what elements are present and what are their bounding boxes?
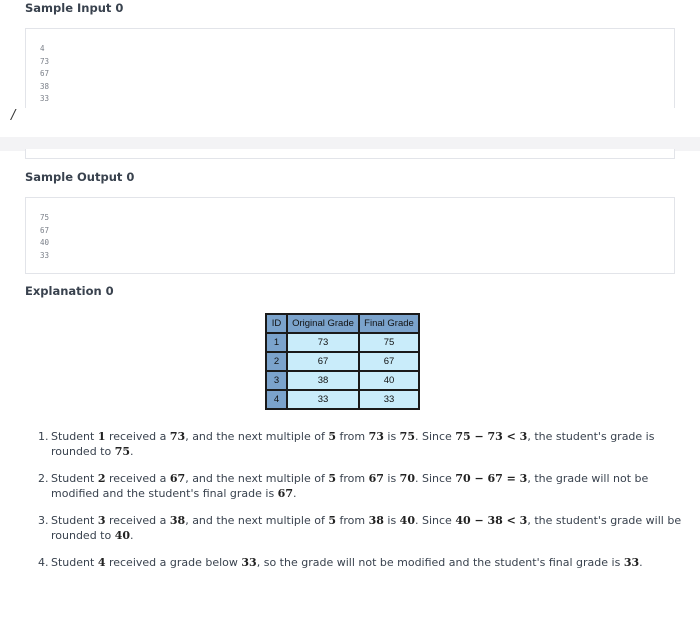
explanation-text: Student — [51, 514, 98, 527]
math-value: 75 — [114, 444, 131, 458]
math-value: 75 − 73 < 3 — [455, 430, 528, 443]
sample-input-code-box — [25, 28, 675, 108]
math-value: 38 — [368, 514, 384, 527]
sample-input-title: Sample Input 0 — [25, 1, 124, 15]
header-original-grade: Original Grade — [287, 314, 359, 333]
table-row — [266, 333, 419, 352]
explanation-text: Student — [51, 430, 98, 443]
explanation-item-number: 2. — [38, 472, 49, 485]
explanation-text: , and the next multiple of — [185, 430, 329, 443]
explanation-text: . — [292, 486, 297, 500]
cell-original-grade: 33 — [287, 390, 359, 409]
code-line: 75 — [40, 213, 50, 222]
math-value: 67 — [368, 472, 384, 485]
code-line: 73 — [40, 56, 50, 66]
math-value: 4 — [97, 556, 106, 569]
explanation-text: , the student's grade is rounded to — [51, 430, 655, 458]
math-value: 67 — [169, 472, 186, 485]
grade-table — [265, 313, 420, 410]
cell-id: 1 — [266, 333, 287, 352]
explanation-text: is — [383, 430, 400, 443]
continued-code-box — [25, 149, 675, 159]
math-value: 5 — [328, 472, 336, 485]
explanation-text: . Since — [414, 472, 456, 485]
explanation-text: from — [335, 430, 369, 443]
math-value: 40 — [399, 514, 415, 527]
math-value: 73 — [368, 430, 384, 443]
explanation-text: . — [130, 528, 134, 542]
explanation-title: Explanation 0 — [25, 284, 114, 298]
math-value: 33 — [623, 556, 640, 569]
text-cursor-mark: / — [11, 108, 16, 123]
explanation-text: from — [335, 514, 369, 527]
explanation-text: , the grade will not be modified and the student's final grade is — [51, 472, 649, 500]
sample-output-title: Sample Output 0 — [25, 170, 135, 184]
cell-final-grade: 75 — [359, 333, 419, 352]
explanation-text: . Since — [414, 514, 456, 527]
math-value: 5 — [328, 514, 336, 527]
explanation-text: Student — [51, 472, 98, 485]
math-value: 70 − 67 = 3 — [455, 472, 528, 485]
math-value: 2 — [97, 472, 106, 485]
explanation-item — [38, 556, 688, 571]
code-line: 67 — [40, 225, 50, 235]
cell-final-grade: 33 — [359, 390, 419, 409]
cell-id: 3 — [266, 371, 287, 390]
math-value: 40 − 38 < 3 — [455, 514, 528, 527]
explanation-text: , the student's grade will be rounded to — [51, 514, 682, 542]
explanation-text: from — [335, 472, 369, 485]
explanation-item-number: 1. — [38, 430, 49, 443]
explanation-text: . — [639, 556, 643, 569]
explanation-item — [38, 514, 688, 543]
explanation-text: Student — [51, 556, 98, 569]
code-line: 40 — [40, 238, 50, 247]
table-row — [266, 352, 419, 371]
explanation-text: , so the grade will not be modified and the student's final grade is — [256, 556, 624, 569]
explanation-text: . — [130, 444, 134, 458]
explanation-text: is — [383, 472, 400, 485]
code-line: 33 — [40, 94, 50, 103]
math-value: 3 — [97, 514, 106, 527]
math-value: 40 — [114, 528, 131, 542]
header-id: ID — [266, 314, 287, 333]
table-row — [266, 371, 419, 390]
sample-input-panel — [0, 0, 700, 137]
cell-original-grade: 73 — [287, 333, 359, 352]
explanation-item-number: 3. — [38, 514, 49, 527]
code-line: 33 — [40, 250, 50, 260]
cell-final-grade: 40 — [359, 371, 419, 390]
explanation-text: , and the next multiple of — [185, 514, 329, 527]
explanation-item-number: 4. — [38, 556, 49, 569]
explanation-text: is — [383, 514, 400, 527]
math-value: 38 — [169, 514, 186, 527]
header-final-grade: Final Grade — [359, 314, 419, 333]
math-value: 70 — [399, 472, 415, 485]
explanation-text: received a grade below — [105, 556, 242, 569]
sample-input-lines — [40, 43, 49, 106]
math-value: 33 — [241, 556, 257, 569]
explanation-text: received a — [105, 430, 170, 443]
math-value: 5 — [328, 430, 336, 443]
explanation-text: received a — [105, 472, 170, 485]
math-value: 67 — [277, 486, 293, 500]
cell-id: 4 — [266, 390, 287, 409]
explanation-item — [38, 472, 688, 501]
explanation-text: . Since — [414, 430, 456, 443]
cell-original-grade: 67 — [287, 352, 359, 371]
explanation-text: , and the next multiple of — [185, 472, 329, 485]
cell-original-grade: 38 — [287, 371, 359, 390]
table-row — [266, 390, 419, 409]
cell-id: 2 — [266, 352, 287, 371]
code-line: 38 — [40, 81, 50, 91]
explanation-item — [38, 430, 688, 459]
sample-output-lines — [40, 212, 49, 262]
table-header-row — [266, 314, 419, 333]
cell-final-grade: 67 — [359, 352, 419, 371]
math-value: 73 — [169, 430, 186, 443]
explanation-list — [38, 430, 688, 584]
explanation-text: received a — [105, 514, 170, 527]
math-value: 1 — [97, 430, 106, 443]
sample-output-code-box — [25, 197, 675, 274]
math-value: 75 — [399, 430, 415, 443]
code-line: 4 — [40, 44, 45, 53]
code-line: 67 — [40, 69, 50, 78]
